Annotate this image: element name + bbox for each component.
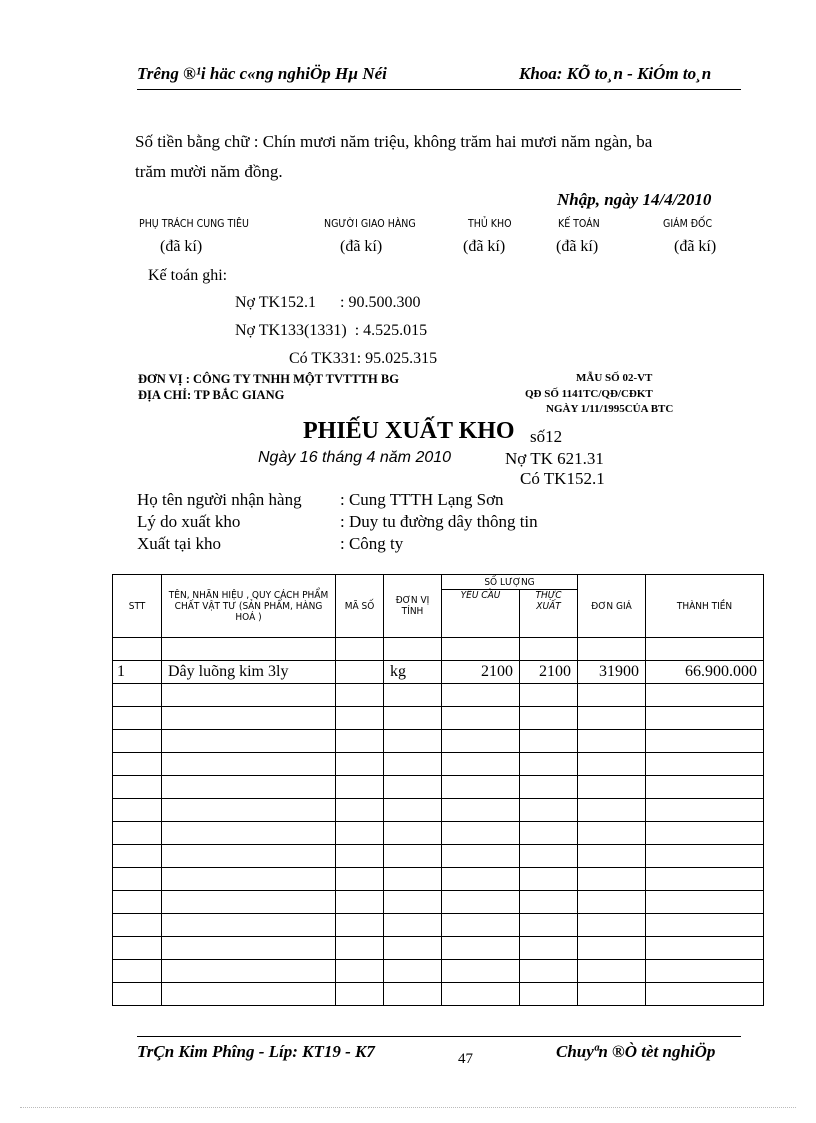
table-row-empty [113, 960, 764, 983]
header-item-name: TÊN, NHÃN HIỆU , QUY CÁCH PHẨM CHẤT VẬT TƯ (SẢN PHẨM, HÀNG HOÁ ) [162, 575, 336, 638]
footer-rule [137, 1036, 741, 1037]
cell-unit: kg [384, 661, 442, 684]
info-label-recipient: Họ tên người nhận hàng [137, 490, 302, 509]
unit-name: ĐƠN VỊ : CÔNG TY TNHH MỘT TVTTTH BG [138, 372, 399, 386]
table-row-empty [113, 799, 764, 822]
cell-qty-actual: 2100 [520, 661, 578, 684]
doc-title: PHIẾU XUẤT KHO [303, 418, 515, 444]
receipt-date: Nhập, ngày 14/4/2010 [557, 190, 712, 209]
page-number: 47 [458, 1051, 473, 1067]
sig-title-deliverer: NGƯỜI GIAO HÀNG [324, 218, 416, 230]
doc-debit: Nợ TK 621.31 [505, 449, 604, 468]
table-row-empty [113, 776, 764, 799]
footer-author: TrÇn Kim Phîng - Líp: KT19 - K7 [137, 1042, 375, 1061]
header-rule [137, 89, 741, 90]
amount-words-line2: trăm mười năm đồng. [135, 162, 283, 181]
doc-date: Ngày 16 tháng 4 năm 2010 [258, 449, 452, 466]
unit-address: ĐỊA CHỈ: TP BẮC GIANG [138, 388, 285, 402]
info-value-reason: : Duy tu đường dây thông tin [340, 512, 538, 531]
table-row-spacer [113, 638, 764, 661]
table-row-empty [113, 822, 764, 845]
header-qty-actual: THỰC XUẤT [520, 590, 578, 638]
header-code: MÃ SỐ [336, 575, 384, 638]
header-quantity: SỐ LƯỢNG [442, 575, 578, 590]
accounting-entry-credit: Có TK331: 95.025.315 [289, 350, 438, 367]
amount-words-line1: Số tiền bằng chữ : Chín mươi năm triệu, không trăm hai mươi năm ngàn, ba [135, 132, 653, 151]
sig-status-storekeeper: (đã kí) [463, 238, 506, 255]
table-row-empty [113, 845, 764, 868]
table-row-empty [113, 707, 764, 730]
sig-status-accountant: (đã kí) [556, 238, 599, 255]
doc-number: số12 [530, 427, 563, 446]
header-school: Trêng ®¹i häc c«ng nghiÖp Hµ Néi [137, 64, 387, 83]
header-unit: ĐƠN VỊ TÍNH [384, 575, 442, 638]
sig-title-supply: PHỤ TRÁCH CUNG TIÊU [139, 218, 249, 230]
table-row [113, 661, 764, 684]
cell-code [336, 661, 384, 684]
cell-stt: 1 [113, 661, 162, 684]
accounting-entry-debit2: Nợ TK133(1331) : 4.525.015 [235, 322, 428, 339]
table-row-empty [113, 983, 764, 1006]
table-row-empty [113, 868, 764, 891]
table-row-empty [113, 684, 764, 707]
header-stt: STT [113, 575, 162, 638]
doc-credit: Có TK152.1 [520, 469, 605, 488]
header-total: THÀNH TIỀN [646, 575, 764, 638]
table-row-empty [113, 730, 764, 753]
form-ref-line3: NGÀY 1/11/1995CỦA BTC [546, 403, 674, 415]
sig-title-accountant: KẾ TOÁN [558, 218, 600, 230]
accounting-entry-debit1: Nợ TK152.1 : 90.500.300 [235, 294, 421, 311]
sig-title-storekeeper: THỦ KHO [468, 218, 512, 230]
info-value-recipient: : Cung TTTH Lạng Sơn [340, 490, 504, 509]
cell-total: 66.900.000 [646, 661, 764, 684]
sig-status-deliverer: (đã kí) [340, 238, 383, 255]
table-row-empty [113, 914, 764, 937]
info-label-reason: Lý do xuất kho [137, 512, 241, 531]
cell-qty-requested: 2100 [442, 661, 520, 684]
header-qty-requested: YÊU CẦU [442, 590, 520, 638]
items-table [112, 574, 764, 1006]
sig-title-director: GIÁM ĐỐC [663, 218, 713, 230]
cell-price: 31900 [578, 661, 646, 684]
table-row-empty [113, 891, 764, 914]
info-label-warehouse: Xuất tại kho [137, 534, 222, 553]
cell-item-name: Dây luõng kim 3ly [162, 661, 336, 684]
table-row-empty [113, 937, 764, 960]
form-ref-line1: MẪU SỐ 02-VT [576, 372, 653, 384]
header-price: ĐƠN GIÁ [578, 575, 646, 638]
form-ref-line2: QĐ SỐ 1141TC/QĐ/CĐKT [525, 388, 653, 400]
sig-status-supply: (đã kí) [160, 238, 203, 255]
accounting-label: Kế toán ghi: [148, 267, 228, 284]
header-faculty: Khoa: KÕ to¸n - KiÓm to¸n [519, 64, 712, 83]
page-edge-dotted-line [20, 1107, 796, 1108]
info-value-warehouse: : Công ty [340, 534, 404, 553]
footer-title: Chuyªn ®Ò tèt nghiÖp [556, 1042, 716, 1061]
sig-status-director: (đã kí) [674, 238, 717, 255]
table-row-empty [113, 753, 764, 776]
